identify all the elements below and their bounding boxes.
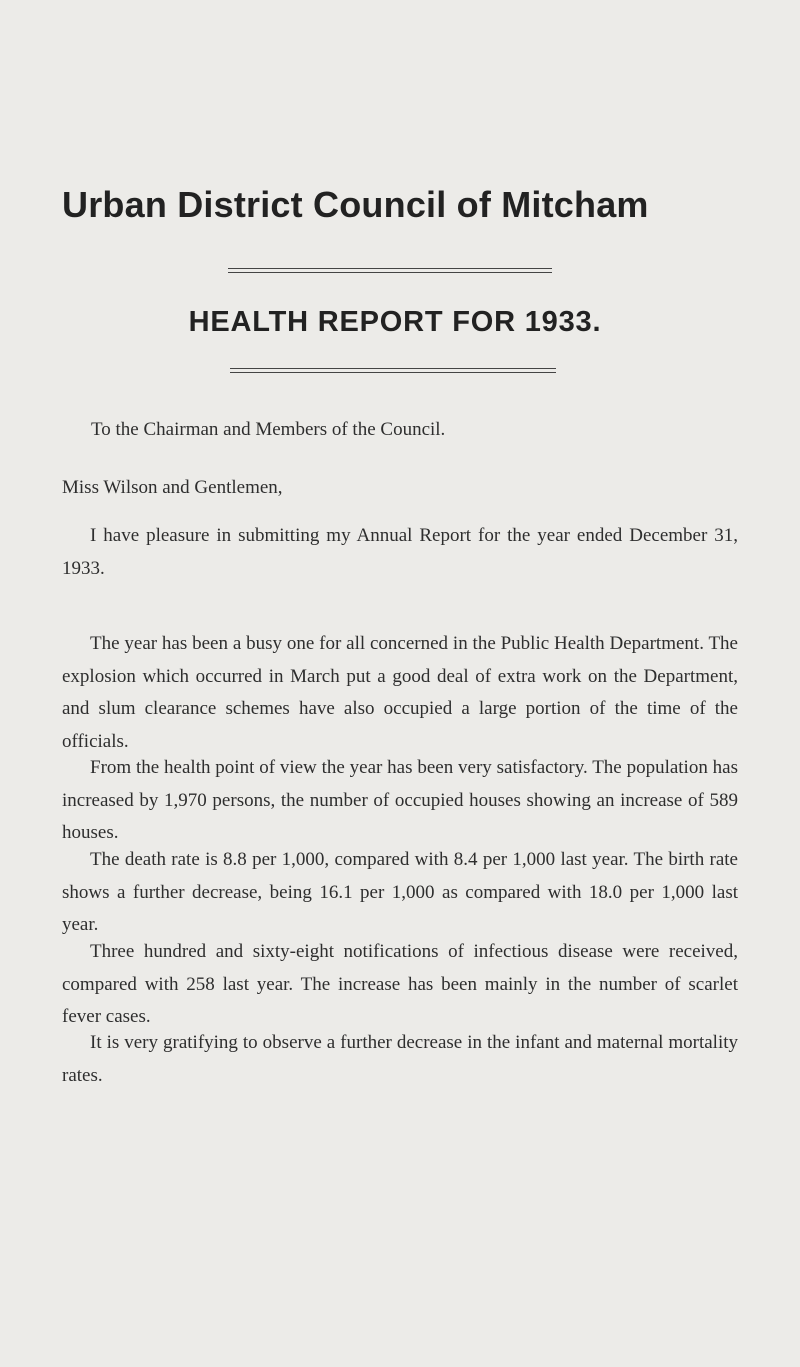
paragraph-mortality: It is very gratifying to observe a further decrease in the infant and maternal mortality rates. <box>62 1032 738 1086</box>
salutation: To the Chairman and Members of the Council. <box>91 419 446 440</box>
greeting: Miss Wilson and Gentlemen, <box>62 477 283 498</box>
report-title: HEALTH REPORT FOR 1933. <box>188 306 602 338</box>
title-divider-top <box>228 268 552 273</box>
paragraph-intro: I have pleasure in submitting my Annual Report for the year ended December 31, 1933. <box>62 525 738 579</box>
paragraph-notifications: Three hundred and sixty-eight notifications of infectious disease were received, compared with 258 last year. The increase has been mainly in the number of scarlet fever cases. <box>62 941 738 1027</box>
paragraph-rates: The death rate is 8.8 per 1,000, compared with 8.4 per 1,000 last year. The birth rate shows a further decrease, being 16.1 per 1,000 as compared with 18.0 per 1,000 last year. <box>62 849 738 935</box>
title-divider-bottom <box>230 368 556 373</box>
council-title: Urban District Council of Mitcham <box>62 184 649 225</box>
paragraph-population: From the health point of view the year has been very satisfactory. The population has increased by 1,970 persons, the number of occupied houses showing an increase of 589 houses. <box>62 757 738 843</box>
paragraph-busy-year: The year has been a busy one for all concerned in the Public Health Department. The explosion which occurred in March put a good deal of extra work on the Department, and slum clearance schemes have also occupied a large portion of the time of the officials. <box>62 633 738 752</box>
